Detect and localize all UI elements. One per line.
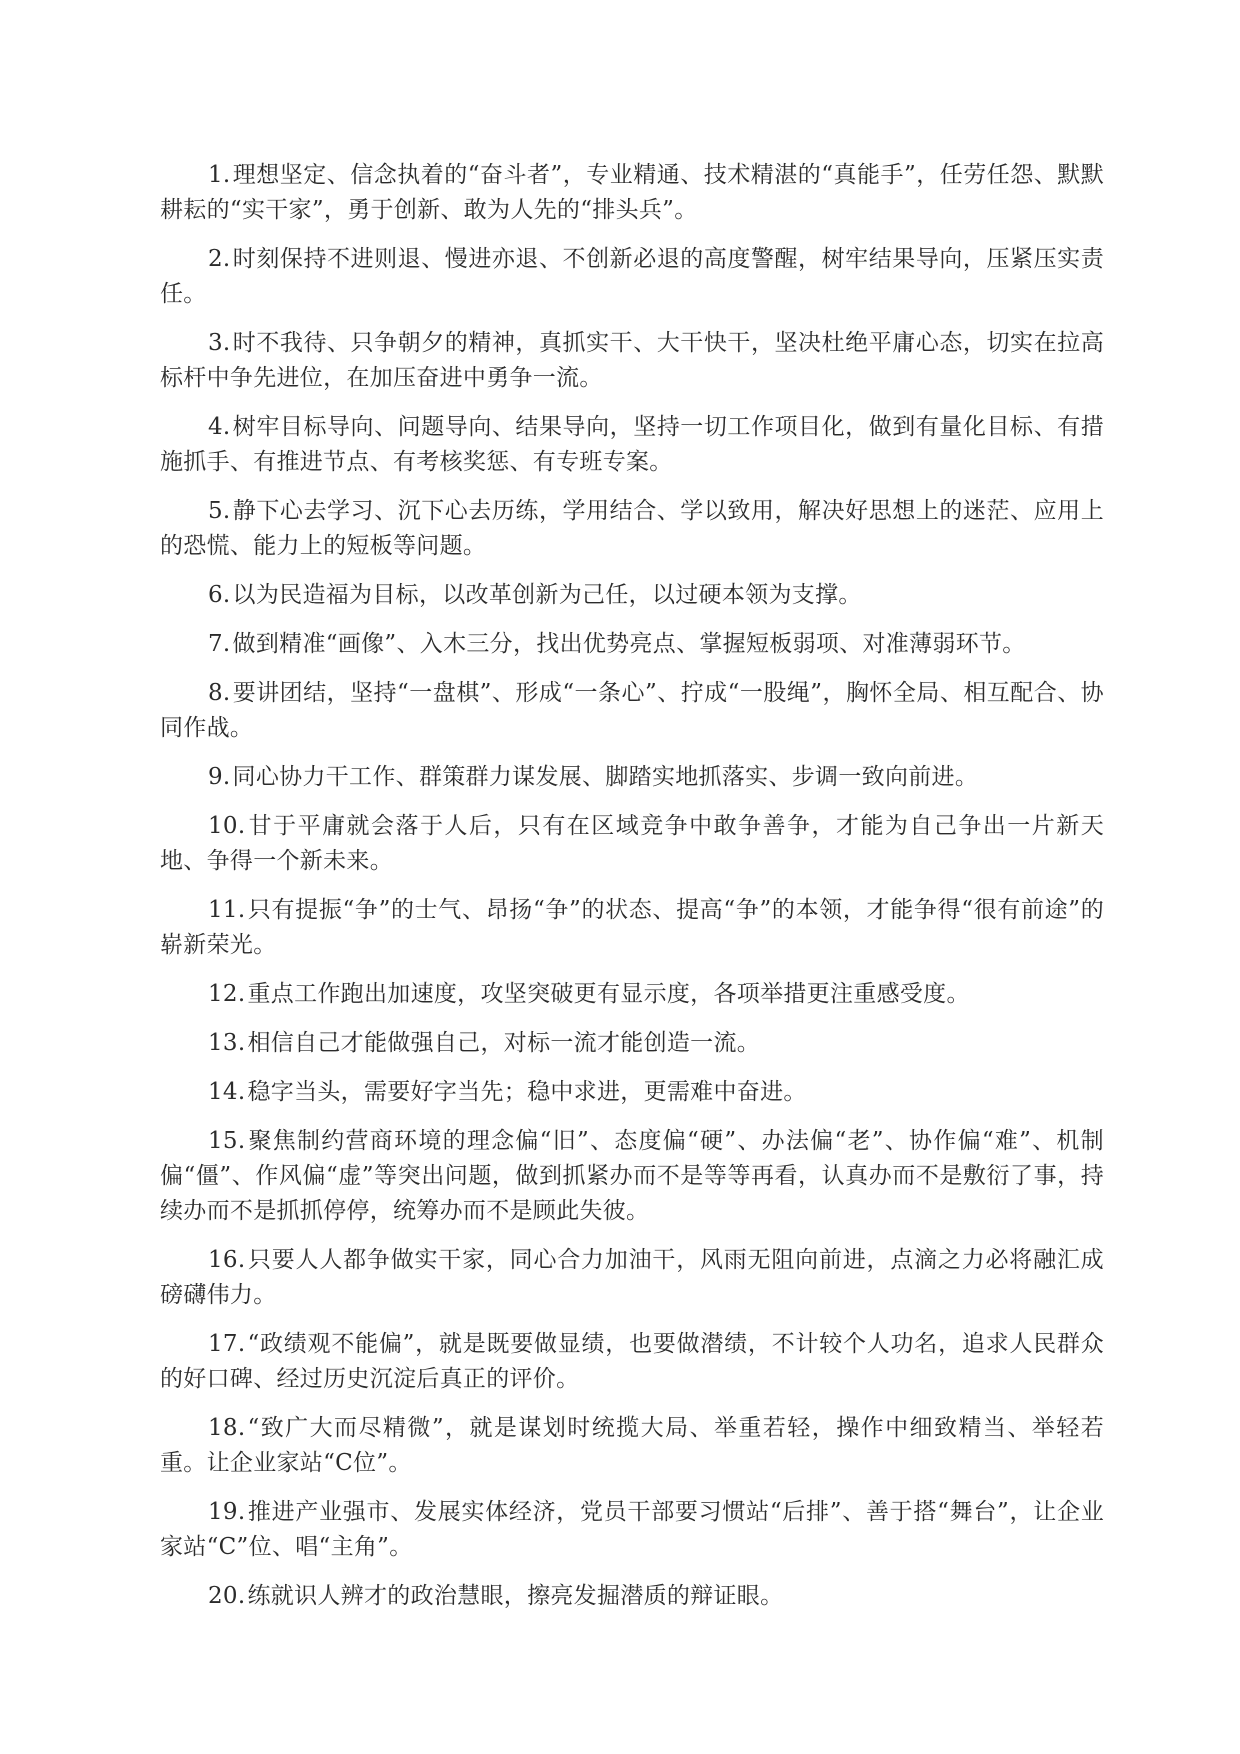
list-item	[160, 809, 1104, 879]
list-item	[160, 1124, 1104, 1229]
list-item	[160, 1243, 1104, 1313]
list-item	[160, 410, 1104, 480]
item-number: 1.	[208, 162, 231, 188]
item-text: 以为民造福为目标，以改革创新为己任，以过硬本领为支撑。	[232, 582, 862, 608]
item-number: 18.	[208, 1415, 246, 1441]
item-number: 8.	[208, 680, 231, 706]
item-number: 13.	[208, 1030, 246, 1056]
item-number: 14.	[208, 1079, 246, 1105]
item-number: 5.	[208, 498, 231, 524]
item-text: 聚焦制约营商环境的理念偏“旧”、态度偏“硬”、办法偏“老”、协作偏“难”、机制偏“僵”、作风偏“虚”等突出问题，做到抓紧办而不是等等再看，认真办而不是敷衍了事，持续办而不是抓抓停停，统筹办而不是顾此失彼。	[160, 1128, 1104, 1224]
item-text: 只有提振“争”的士气、昂扬“争”的状态、提高“争”的本领，才能争得“很有前途”的崭新荣光。	[160, 897, 1104, 958]
item-number: 12.	[208, 981, 246, 1007]
list-item	[160, 1327, 1104, 1397]
item-text: “致广大而尽精微”，就是谋划时统揽大局、举重若轻，操作中细致精当、举轻若重。让企业家站“C位”。	[160, 1415, 1104, 1476]
list-item	[160, 326, 1104, 396]
list-item	[160, 158, 1104, 228]
item-number: 17.	[208, 1331, 246, 1357]
item-number: 11.	[208, 897, 246, 923]
item-text: 静下心去学习、沉下心去历练，学用结合、学以致用，解决好思想上的迷茫、应用上的恐慌、能力上的短板等问题。	[160, 498, 1104, 559]
item-text: 只要人人都争做实干家，同心合力加油干，风雨无阻向前进，点滴之力必将融汇成磅礴伟力。	[160, 1247, 1104, 1308]
list-item	[160, 977, 1104, 1012]
list-item	[160, 242, 1104, 312]
list-item	[160, 578, 1104, 613]
item-text: 相信自己才能做强自己，对标一流才能创造一流。	[247, 1030, 761, 1056]
document-body	[160, 158, 1104, 1628]
item-number: 9.	[208, 764, 231, 790]
list-item	[160, 627, 1104, 662]
item-number: 7.	[208, 631, 231, 657]
item-text: 时不我待、只争朝夕的精神，真抓实干、大干快干，坚决杜绝平庸心态，切实在拉高标杆中争先进位，在加压奋进中勇争一流。	[160, 330, 1104, 391]
list-item	[160, 893, 1104, 963]
list-item	[160, 494, 1104, 564]
item-text: 重点工作跑出加速度，攻坚突破更有显示度，各项举措更注重感受度。	[247, 981, 970, 1007]
item-number: 19.	[208, 1499, 246, 1525]
list-item	[160, 1495, 1104, 1565]
item-text: 要讲团结，坚持“一盘棋”、形成“一条心”、拧成“一股绳”，胸怀全局、相互配合、协同作战。	[160, 680, 1104, 741]
item-number: 4.	[208, 414, 231, 440]
item-number: 20.	[208, 1583, 246, 1609]
item-number: 2.	[208, 246, 231, 272]
item-text: “政绩观不能偏”，就是既要做显绩，也要做潜绩，不计较个人功名，追求人民群众的好口碑、经过历史沉淀后真正的评价。	[160, 1331, 1104, 1392]
list-item	[160, 676, 1104, 746]
item-text: 做到精准“画像”、入木三分，找出优势亮点、掌握短板弱项、对准薄弱环节。	[232, 631, 1026, 657]
item-text: 树牢目标导向、问题导向、结果导向，坚持一切工作项目化，做到有量化目标、有措施抓手、有推进节点、有考核奖惩、有专班专案。	[160, 414, 1104, 475]
item-number: 15.	[208, 1128, 246, 1154]
item-number: 16.	[208, 1247, 246, 1273]
list-item	[160, 1075, 1104, 1110]
item-text: 甘于平庸就会落于人后，只有在区域竞争中敢争善争，才能为自己争出一片新天地、争得一个新未来。	[160, 813, 1104, 874]
item-number: 3.	[208, 330, 231, 356]
item-text: 稳字当头，需要好字当先；稳中求进，更需难中奋进。	[247, 1079, 807, 1105]
item-number: 6.	[208, 582, 231, 608]
item-number: 10.	[208, 813, 246, 839]
list-item	[160, 1026, 1104, 1061]
item-text: 同心协力干工作、群策群力谋发展、脚踏实地抓落实、步调一致向前进。	[232, 764, 979, 790]
list-item	[160, 1411, 1104, 1481]
list-item	[160, 1579, 1104, 1614]
item-text: 时刻保持不进则退、慢进亦退、不创新必退的高度警醒，树牢结果导向，压紧压实责任。	[160, 246, 1104, 307]
item-text: 推进产业强市、发展实体经济，党员干部要习惯站“后排”、善于搭“舞台”，让企业家站“C”位、唱“主角”。	[160, 1499, 1104, 1560]
item-text: 理想坚定、信念执着的“奋斗者”，专业精通、技术精湛的“真能手”，任劳任怨、默默耕耘的“实干家”，勇于创新、敢为人先的“排头兵”。	[160, 162, 1104, 223]
list-item	[160, 760, 1104, 795]
item-text: 练就识人辨才的政治慧眼，擦亮发掘潜质的辩证眼。	[247, 1583, 784, 1609]
